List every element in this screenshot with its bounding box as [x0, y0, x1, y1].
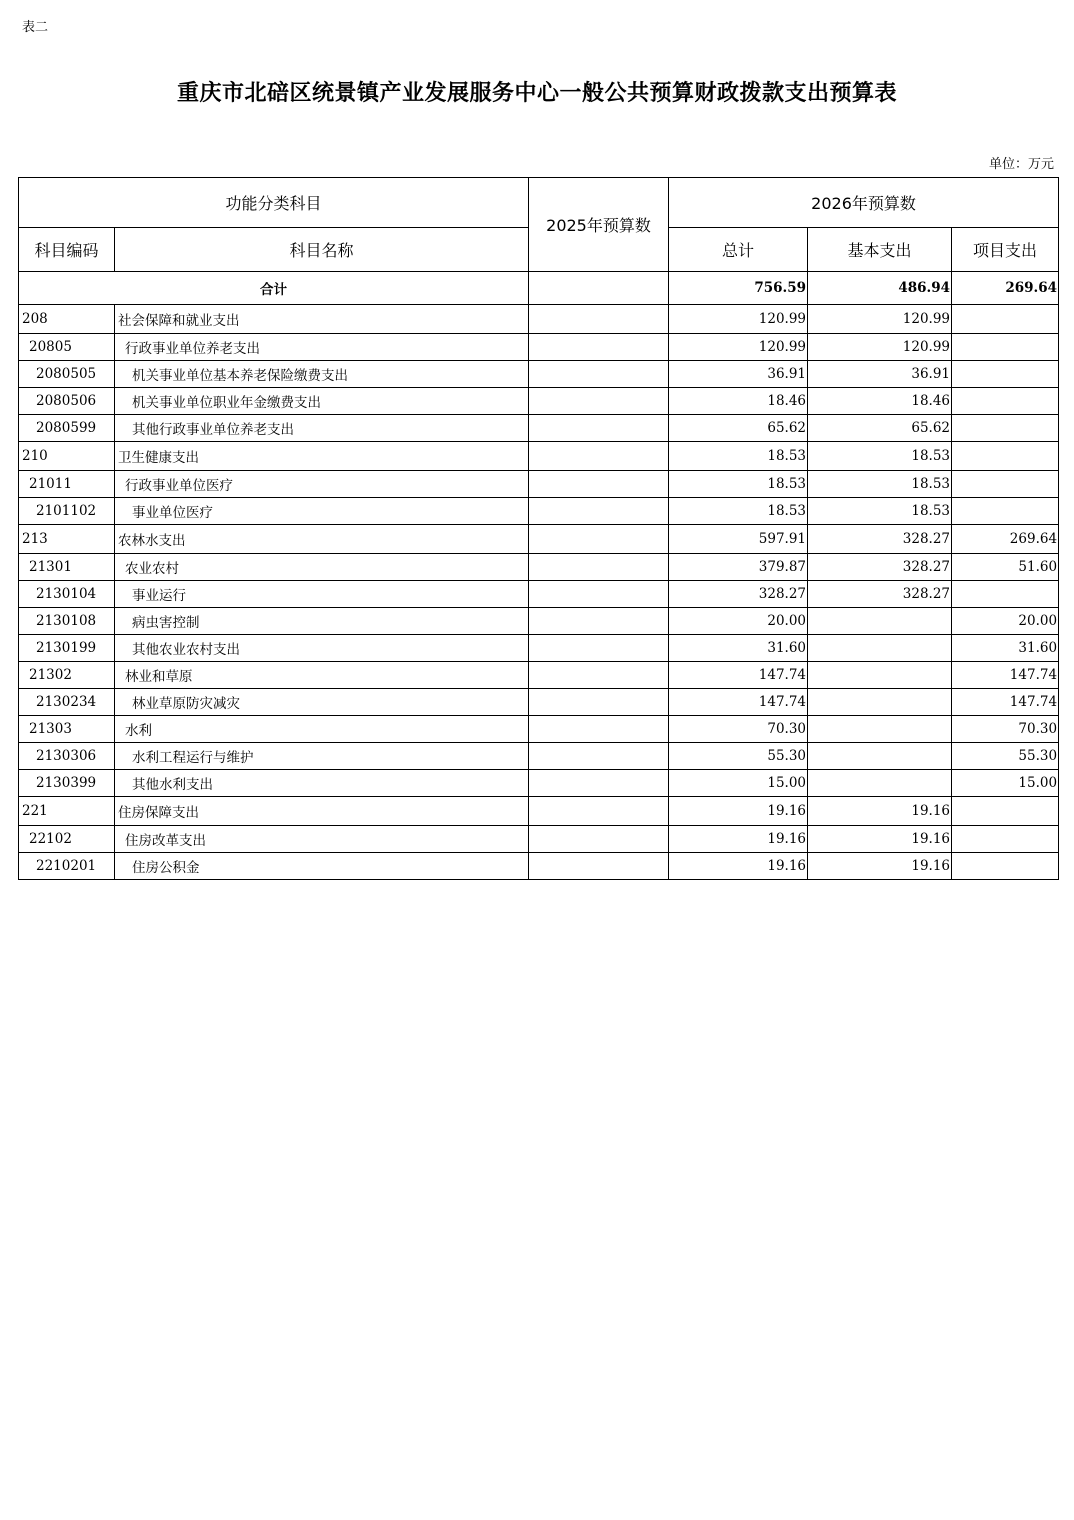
row-basic: 120.99 [808, 305, 952, 334]
row-code: 2080505 [19, 361, 115, 388]
row-project [952, 415, 1059, 442]
row-basic [808, 743, 952, 770]
row-code: 2130104 [19, 581, 115, 608]
table-row [19, 388, 1059, 415]
row-basic [808, 770, 952, 797]
table-row [19, 498, 1059, 525]
row-basic: 120.99 [808, 334, 952, 361]
unit-label: 单位：万元 [988, 157, 1054, 172]
row-basic: 18.46 [808, 388, 952, 415]
table-row [19, 442, 1059, 471]
table-row [19, 770, 1059, 797]
table-row [19, 826, 1059, 853]
row-budget-2025 [529, 471, 669, 498]
row-budget-2025 [529, 662, 669, 689]
row-name: 行政事业单位医疗 [115, 471, 529, 498]
row-code: 2130399 [19, 770, 115, 797]
row-name: 病虫害控制 [115, 608, 529, 635]
row-basic: 19.16 [808, 826, 952, 853]
row-project: 20.00 [952, 608, 1059, 635]
row-basic: 328.27 [808, 581, 952, 608]
row-project [952, 581, 1059, 608]
table-row [19, 471, 1059, 498]
row-code: 21303 [19, 716, 115, 743]
table-row [19, 853, 1059, 880]
row-total: 31.60 [669, 635, 808, 662]
row-code: 20805 [19, 334, 115, 361]
row-code: 2101102 [19, 498, 115, 525]
row-name: 住房改革支出 [115, 826, 529, 853]
row-budget-2025 [529, 608, 669, 635]
row-budget-2025 [529, 388, 669, 415]
row-code: 2130108 [19, 608, 115, 635]
row-code: 22102 [19, 826, 115, 853]
row-project: 55.30 [952, 743, 1059, 770]
row-budget-2025 [529, 853, 669, 880]
row-code: 221 [19, 797, 115, 826]
row-project [952, 471, 1059, 498]
row-name: 机关事业单位职业年金缴费支出 [115, 388, 529, 415]
row-budget-2025 [529, 525, 669, 554]
table-row [19, 581, 1059, 608]
row-basic: 18.53 [808, 442, 952, 471]
row-budget-2025 [529, 716, 669, 743]
row-total: 328.27 [669, 581, 808, 608]
row-basic [808, 689, 952, 716]
row-name: 社会保障和就业支出 [115, 305, 529, 334]
table-row [19, 554, 1059, 581]
row-name: 事业运行 [115, 581, 529, 608]
row-basic [808, 662, 952, 689]
row-name: 其他农业农村支出 [115, 635, 529, 662]
table-row [19, 361, 1059, 388]
row-total: 18.53 [669, 498, 808, 525]
row-project [952, 388, 1059, 415]
row-budget-2025 [529, 305, 669, 334]
row-budget-2025 [529, 442, 669, 471]
header-basic: 基本支出 [808, 228, 952, 272]
header-budget-2025: 2025年预算数 [529, 178, 669, 272]
total-prev [529, 272, 669, 305]
table-number-label: 表二 [22, 20, 49, 35]
row-project: 147.74 [952, 662, 1059, 689]
row-name: 机关事业单位基本养老保险缴费支出 [115, 361, 529, 388]
row-code: 2130199 [19, 635, 115, 662]
table-row [19, 415, 1059, 442]
row-code: 208 [19, 305, 115, 334]
row-code: 213 [19, 525, 115, 554]
row-budget-2025 [529, 415, 669, 442]
row-total: 15.00 [669, 770, 808, 797]
row-project [952, 334, 1059, 361]
row-total: 19.16 [669, 797, 808, 826]
row-budget-2025 [529, 334, 669, 361]
row-budget-2025 [529, 689, 669, 716]
row-project [952, 797, 1059, 826]
header-func-category: 功能分类科目 [19, 178, 529, 228]
row-name: 水利工程运行与维护 [115, 743, 529, 770]
row-project: 147.74 [952, 689, 1059, 716]
row-code: 2210201 [19, 853, 115, 880]
row-total: 18.53 [669, 471, 808, 498]
row-name: 卫生健康支出 [115, 442, 529, 471]
row-basic: 36.91 [808, 361, 952, 388]
row-name: 林业草原防灾减灾 [115, 689, 529, 716]
row-budget-2025 [529, 635, 669, 662]
table-row [19, 525, 1059, 554]
total-row [19, 272, 1059, 305]
row-project [952, 305, 1059, 334]
table-row [19, 608, 1059, 635]
row-total: 379.87 [669, 554, 808, 581]
row-name: 其他水利支出 [115, 770, 529, 797]
total-label: 合计 [19, 272, 529, 305]
row-total: 120.99 [669, 334, 808, 361]
table-row [19, 305, 1059, 334]
row-name: 住房保障支出 [115, 797, 529, 826]
row-budget-2025 [529, 826, 669, 853]
row-total: 20.00 [669, 608, 808, 635]
table-row [19, 743, 1059, 770]
total-basic: 486.94 [808, 272, 952, 305]
row-basic [808, 635, 952, 662]
table-row [19, 689, 1059, 716]
row-name: 其他行政事业单位养老支出 [115, 415, 529, 442]
row-project: 31.60 [952, 635, 1059, 662]
row-total: 18.46 [669, 388, 808, 415]
row-basic: 19.16 [808, 853, 952, 880]
row-total: 120.99 [669, 305, 808, 334]
row-name: 林业和草原 [115, 662, 529, 689]
header-total: 总计 [669, 228, 808, 272]
header-budget-2026: 2026年预算数 [669, 178, 1059, 228]
row-budget-2025 [529, 554, 669, 581]
row-total: 19.16 [669, 826, 808, 853]
row-total: 70.30 [669, 716, 808, 743]
row-name: 水利 [115, 716, 529, 743]
row-project: 15.00 [952, 770, 1059, 797]
row-total: 147.74 [669, 689, 808, 716]
row-total: 55.30 [669, 743, 808, 770]
row-budget-2025 [529, 797, 669, 826]
row-code: 21302 [19, 662, 115, 689]
total-total: 756.59 [669, 272, 808, 305]
row-code: 210 [19, 442, 115, 471]
row-project [952, 442, 1059, 471]
row-project [952, 498, 1059, 525]
row-total: 597.91 [669, 525, 808, 554]
header-code: 科目编码 [19, 228, 115, 272]
row-code: 21011 [19, 471, 115, 498]
row-name: 事业单位医疗 [115, 498, 529, 525]
row-budget-2025 [529, 498, 669, 525]
row-basic: 18.53 [808, 471, 952, 498]
budget-table [18, 177, 1059, 880]
row-budget-2025 [529, 770, 669, 797]
row-budget-2025 [529, 581, 669, 608]
total-project: 269.64 [952, 272, 1059, 305]
header-project: 项目支出 [952, 228, 1059, 272]
row-basic: 328.27 [808, 525, 952, 554]
table-row [19, 716, 1059, 743]
row-name: 住房公积金 [115, 853, 529, 880]
row-name: 农林水支出 [115, 525, 529, 554]
row-total: 18.53 [669, 442, 808, 471]
row-name: 农业农村 [115, 554, 529, 581]
row-code: 2130234 [19, 689, 115, 716]
row-project: 70.30 [952, 716, 1059, 743]
row-name: 行政事业单位养老支出 [115, 334, 529, 361]
row-project: 51.60 [952, 554, 1059, 581]
table-row [19, 662, 1059, 689]
row-total: 65.62 [669, 415, 808, 442]
row-basic: 328.27 [808, 554, 952, 581]
table-row [19, 635, 1059, 662]
page-title: 重庆市北碚区统景镇产业发展服务中心一般公共预算财政拨款支出预算表 [176, 80, 897, 106]
row-code: 2130306 [19, 743, 115, 770]
row-budget-2025 [529, 743, 669, 770]
table-row [19, 797, 1059, 826]
row-total: 19.16 [669, 853, 808, 880]
row-basic [808, 716, 952, 743]
row-basic [808, 608, 952, 635]
header-name: 科目名称 [115, 228, 529, 272]
row-basic: 65.62 [808, 415, 952, 442]
row-code: 21301 [19, 554, 115, 581]
row-basic: 18.53 [808, 498, 952, 525]
row-total: 147.74 [669, 662, 808, 689]
row-code: 2080599 [19, 415, 115, 442]
row-project [952, 361, 1059, 388]
row-project [952, 826, 1059, 853]
row-budget-2025 [529, 361, 669, 388]
table-row [19, 334, 1059, 361]
row-basic: 19.16 [808, 797, 952, 826]
row-project [952, 853, 1059, 880]
row-total: 36.91 [669, 361, 808, 388]
row-code: 2080506 [19, 388, 115, 415]
row-project: 269.64 [952, 525, 1059, 554]
